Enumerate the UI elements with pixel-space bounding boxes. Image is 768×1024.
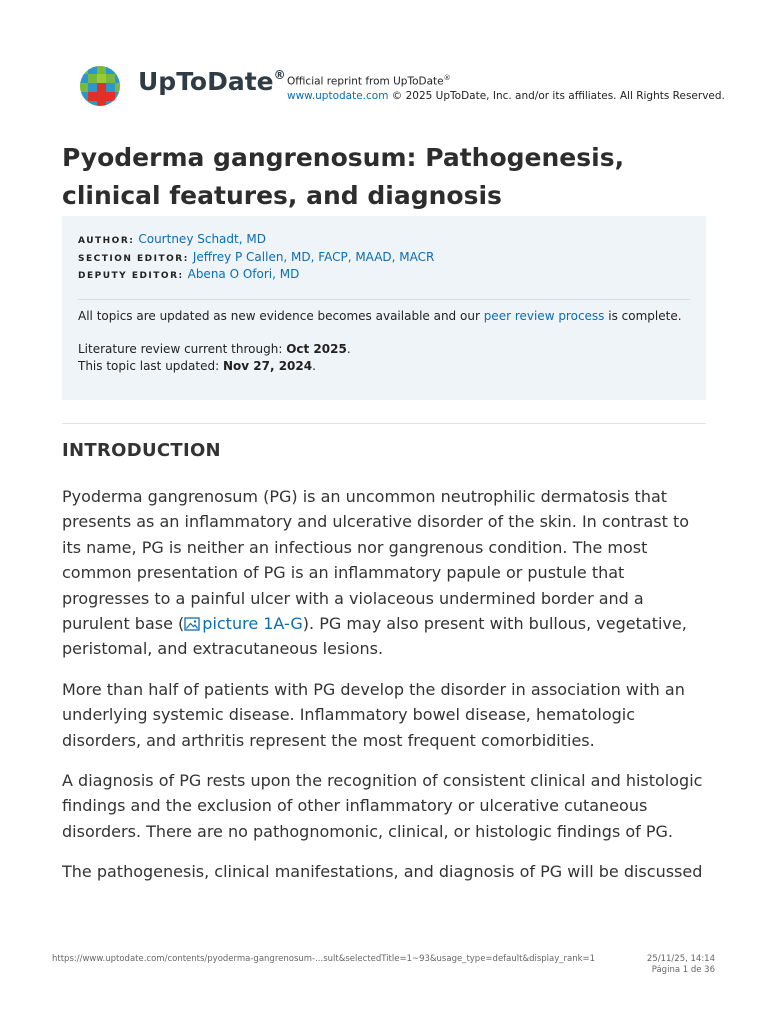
intro-paragraph-4: The pathogenesis, clinical manifestations, and diagnosis of PG will be discussed: [62, 862, 703, 881]
website-link[interactable]: www.uptodate.com: [287, 89, 389, 102]
update-notice: All topics are updated as new evidence becomes available and our peer review process is complete.: [78, 309, 682, 323]
footer-datetime: 25/11/25, 14:14: [646, 954, 715, 964]
topic-info-box: [62, 216, 706, 400]
footer-page-info: [640, 954, 715, 976]
peer-review-link[interactable]: peer review process: [483, 309, 605, 323]
section-editor-row: SECTION EDITOR: Jeffrey P Callen, MD, FACP, MAAD, MACR: [78, 250, 435, 264]
image-icon: [184, 617, 200, 631]
deputy-editor-row: DEPUTY EDITOR: Abena O Ofori, MD: [78, 267, 300, 281]
reprint-notice: Official reprint from UpToDate® www.uptodate.com © 2025 UpToDate, Inc. and/or its affiliates. All Rights Reserved.: [287, 74, 725, 102]
literature-review-date: Literature review current through: Oct 2025.: [78, 342, 351, 356]
author-link[interactable]: Courtney Schadt, MD: [138, 232, 266, 246]
uptodate-logo-icon: [79, 65, 123, 109]
brand-name: UpToDate®: [138, 67, 286, 96]
footer-page-number: Página 1 de 36: [651, 965, 715, 975]
page-title: Pyoderma gangrenosum: Pathogenesis, clinical features, and diagnosis: [62, 143, 625, 210]
reprint-label: Official reprint from UpToDate: [287, 75, 444, 88]
page-header: [79, 64, 725, 110]
author-row: AUTHOR: Courtney Schadt, MD: [78, 232, 266, 246]
last-updated-date: This topic last updated: Nov 27, 2024.: [78, 359, 316, 373]
intro-paragraph-3: A diagnosis of PG rests upon the recognition of consistent clinical and histologic findings and the exclusion of other inflammatory or ulcerative cutaneous disorders. There are no pathognomonic, clinical, or histologic findings of PG.: [62, 771, 703, 841]
section-heading: INTRODUCTION: [62, 440, 221, 461]
divider: [78, 299, 690, 300]
footer-url: https://www.uptodate.com/contents/pyoderma-gangrenosum-...sult&selectedTitle=1~93&usage_type=default&display_rank=1: [52, 954, 596, 964]
section-editor-link[interactable]: Jeffrey P Callen, MD, FACP, MAAD, MACR: [192, 250, 435, 264]
copyright-text: © 2025 UpToDate, Inc. and/or its affiliates. All Rights Reserved.: [391, 89, 725, 102]
intro-paragraph-2: More than half of patients with PG develop the disorder in association with an underlying systemic disease. Inflammatory bowel disease, hematologic disorders, and arthritis represent the most frequent comorbidities.: [62, 680, 685, 750]
section-divider: [62, 423, 706, 424]
intro-paragraph-1: Pyoderma gangrenosum (PG) is an uncommon neutrophilic dermatosis that presents as an inflammatory and ulcerative disorder of the skin. In contrast to its name, PG is neither an infectious nor gangrenous condition. The most common presentation of PG is an inflammatory papule or pustule that progresses to a painful ulcer with a violaceous undermined border and a purulent base ( picture 1A-G). PG may also present with bullous, vegetative, peristomal, and extracutaneous lesions.: [62, 487, 690, 659]
picture-link[interactable]: picture 1A-G: [184, 614, 303, 633]
deputy-editor-link[interactable]: Abena O Ofori, MD: [187, 267, 300, 281]
